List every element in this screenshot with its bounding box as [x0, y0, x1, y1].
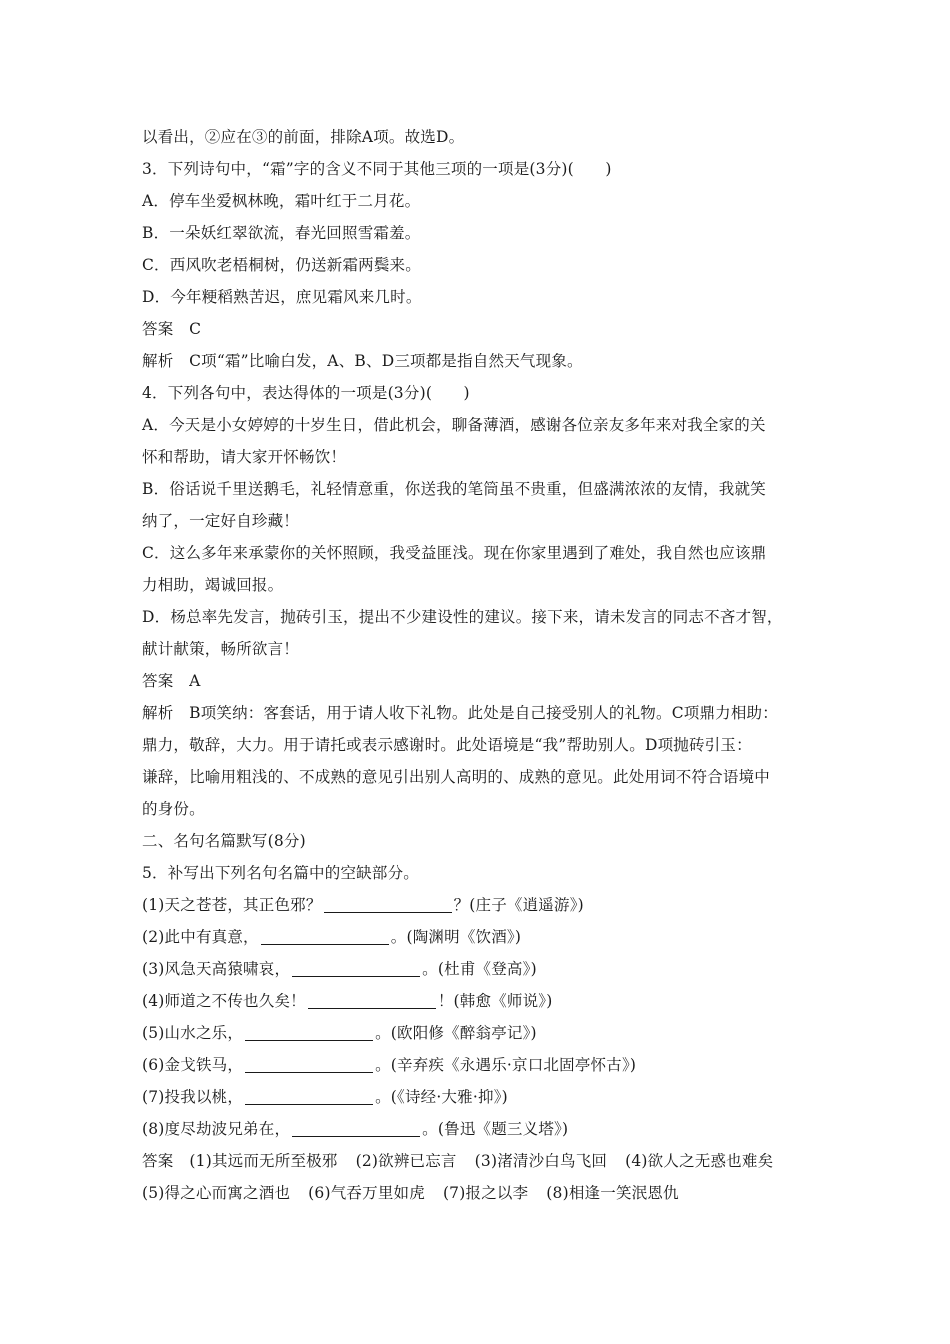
fill-item: (1)天之苍苍，其正色邪？ ？(庄子《逍遥游》)	[142, 896, 584, 914]
question-4-answer: 答案 A	[142, 672, 201, 690]
question-3: 3．下列诗句中，“霜”字的含义不同于其他三项的一项是(3分)( )	[142, 160, 612, 178]
answer-item: (7)报之以李	[442, 1184, 529, 1202]
question-4-option-d-line2: 献计献策，畅所欲言！	[142, 640, 300, 658]
fill-item: (2)此中有真意， 。(陶渊明《饮酒》)	[142, 928, 522, 946]
question-4-option-c-line2: 力相助，竭诚回报。	[142, 576, 284, 594]
fill-item: (6)金戈铁马， 。(辛弃疾《永遇乐·京口北固亭怀古》)	[142, 1056, 637, 1074]
answer-blank	[292, 960, 420, 977]
fill-item: (5)山水之乐， 。(欧阳修《醉翁亭记》)	[142, 1024, 537, 1042]
question-3-option-d: D．今年粳稻熟苦迟，庶见霜风来几时。	[142, 288, 422, 306]
fill-item: (8)度尽劫波兄弟在， 。(鲁迅《题三义塔》)	[142, 1120, 569, 1138]
section-2-heading: 二、名句名篇默写(8分)	[142, 832, 306, 850]
continuation-line: 以看出，②应在③的前面，排除A项。故选D。	[142, 128, 465, 146]
answer-blank	[245, 1088, 373, 1105]
question-3-option-b: B．一朵妖红翠欲流，春光回照雪霜羞。	[142, 224, 421, 242]
question-5-answer-row2	[142, 1177, 822, 1209]
question-4-explanation-line4: 的身份。	[142, 800, 205, 818]
question-5-answer-row1	[142, 1145, 822, 1177]
answer-blank	[308, 992, 436, 1009]
answer-blank	[261, 928, 389, 945]
answer-blank	[292, 1120, 420, 1137]
question-5: 5．补写出下列名句名篇中的空缺部分。	[142, 864, 419, 882]
question-3-answer: 答案 C	[142, 320, 202, 338]
answer-item: (3)渚清沙白鸟飞回	[474, 1152, 608, 1170]
question-4: 4．下列各句中，表达得体的一项是(3分)( )	[142, 384, 470, 402]
question-4-option-d-line1: D．杨总率先发言，抛砖引玉，提出不少建设性的建议。接下来，请未发言的同志不吝才智，	[142, 608, 783, 626]
answer-item: (2)欲辨已忘言	[355, 1152, 457, 1170]
question-4-option-a-line1: A．今天是小女婷婷的十岁生日，借此机会，聊备薄酒，感谢各位亲友多年来对我全家的关	[142, 416, 766, 434]
answer-blank	[245, 1024, 373, 1041]
document-page	[142, 121, 822, 1209]
answer-blank	[324, 896, 452, 913]
question-3-option-a: A．停车坐爱枫林晚，霜叶红于二月花。	[142, 192, 421, 210]
answer-item: (1)其远而无所至极邪	[189, 1152, 338, 1170]
question-4-option-b-line2: 纳了，一定好自珍藏！	[142, 512, 300, 530]
answer-item: (6)气吞万里如虎	[308, 1184, 425, 1202]
question-4-option-b-line1: B．俗话说千里送鹅毛，礼轻情意重，你送我的笔筒虽不贵重，但盛满浓浓的友情，我就笑	[142, 480, 766, 498]
answer-item: (8)相逢一笑泯恩仇	[546, 1184, 679, 1202]
answer-item: (5)得之心而寓之酒也	[142, 1184, 291, 1202]
fill-item: (3)风急天高猿啸哀， 。(杜甫《登高》)	[142, 960, 537, 978]
question-3-explanation: 解析 C项“霜”比喻白发，A、B、D三项都是指自然天气现象。	[142, 352, 583, 370]
question-3-option-c: C．西风吹老梧桐树，仍送新霜两鬓来。	[142, 256, 421, 274]
answer-item: (4)欲人之无惑也难矣	[625, 1152, 774, 1170]
question-4-explanation-line1: 解析 B项笑纳：客套话，用于请人收下礼物。此处是自己接受别人的礼物。C项鼎力相助：	[142, 704, 778, 722]
question-4-option-a-line2: 怀和帮助，请大家开怀畅饮！	[142, 448, 347, 466]
answer-blank	[245, 1056, 373, 1073]
question-4-explanation-line3: 谦辞，比喻用粗浅的、不成熟的意见引出别人高明的、成熟的意见。此处用词不符合语境中	[142, 768, 771, 786]
fill-item: (4)师道之不传也久矣！ ！(韩愈《师说》)	[142, 992, 553, 1010]
question-4-explanation-line2: 鼎力，敬辞，大力。用于请托或表示感谢时。此处语境是“我”帮助别人。D项抛砖引玉：	[142, 736, 752, 754]
fill-item: (7)投我以桃， 。(《诗经·大雅·抑》)	[142, 1088, 508, 1106]
question-4-option-c-line1: C．这么多年来承蒙你的关怀照顾，我受益匪浅。现在你家里遇到了难处，我自然也应该鼎	[142, 544, 767, 562]
answer-label: 答案	[142, 1152, 174, 1170]
